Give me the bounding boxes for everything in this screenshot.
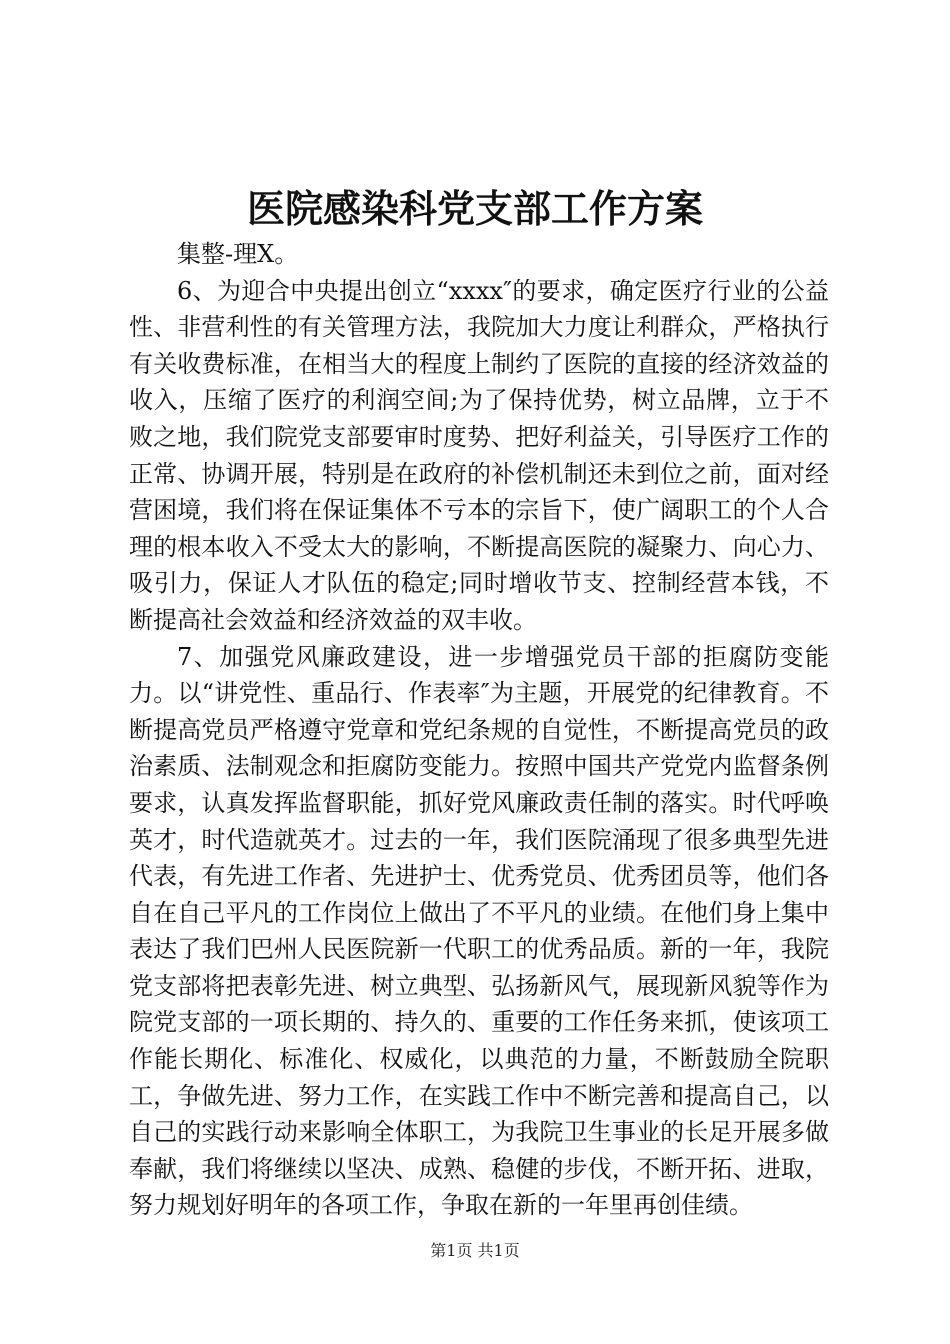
paragraph-note: 集整-理X。 xyxy=(177,240,299,268)
page-total: 共1页 xyxy=(477,1241,520,1260)
document-body xyxy=(129,236,829,1224)
page-number: 第1页 xyxy=(430,1241,473,1260)
document-title: 医院感染科党支部工作方案 xyxy=(246,186,703,231)
page-footer xyxy=(0,1240,950,1262)
paragraph-item-6: 6、为迎合中央提出创立“xxxx″的要求，确定医疗行业的公益性、非营利性的有关管理方法，我院加大力度让利群众，严格执行有关收费标准，在相当大的程度上制约了医院的直接的经济效益的收入，压缩了医疗的利润空间;为了保持优势，树立品牌，立于不败之地，我们院党支部要审时度势、把好利益关，引导医疗工作的正常、协调开展，特别是在政府的补偿机制还未到位之前，面对经营困境，我们将在保证集体不亏本的宗旨下，使广阔职工的个人合理的根本收入不受太大的影响，不断提高医院的凝聚力、向心力、吸引力，保证人才队伍的稳定;同时增收节支、控制经营本钱，不断提高社会效益和经济效益的双丰收。 xyxy=(129,276,829,634)
paragraph-item-7: 7、加强党风廉政建设，进一步增强党员干部的拒腐防变能力。以“讲党性、重品行、作表率″为主题，开展党的纪律教育。不断提高党员严格遵守党章和党纪条规的自觉性，不断提高党员的政治素质、法制观念和拒腐防变能力。按照中国共产党党内监督条例要求，认真发挥监督职能，抓好党风廉政责任制的落实。时代呼唤英才，时代造就英才。过去的一年，我们医院涌现了很多典型先进代表，有先进工作者、先进护士、优秀党员、优秀团员等，他们各自在自己平凡的工作岗位上做出了不平凡的业绩。在他们身上集中表达了我们巴州人民医院新一代职工的优秀品质。新的一年，我院党支部将把表彰先进、树立典型、弘扬新风气，展现新风貌等作为院党支部的一项长期的、持久的、重要的工作任务来抓，使该项工作能长期化、标准化、权威化，以典范的力量，不断鼓励全院职工，争做先进、努力工作，在实践工作中不断完善和提高自己，以自己的实践行动来影响全体职工，为我院卫生事业的长足开展多做奉献，我们将继续以坚决、成熟、稳健的步伐，不断开拓、进取，努力规划好明年的各项工作，争取在新的一年里再创佳绩。 xyxy=(129,642,829,1220)
